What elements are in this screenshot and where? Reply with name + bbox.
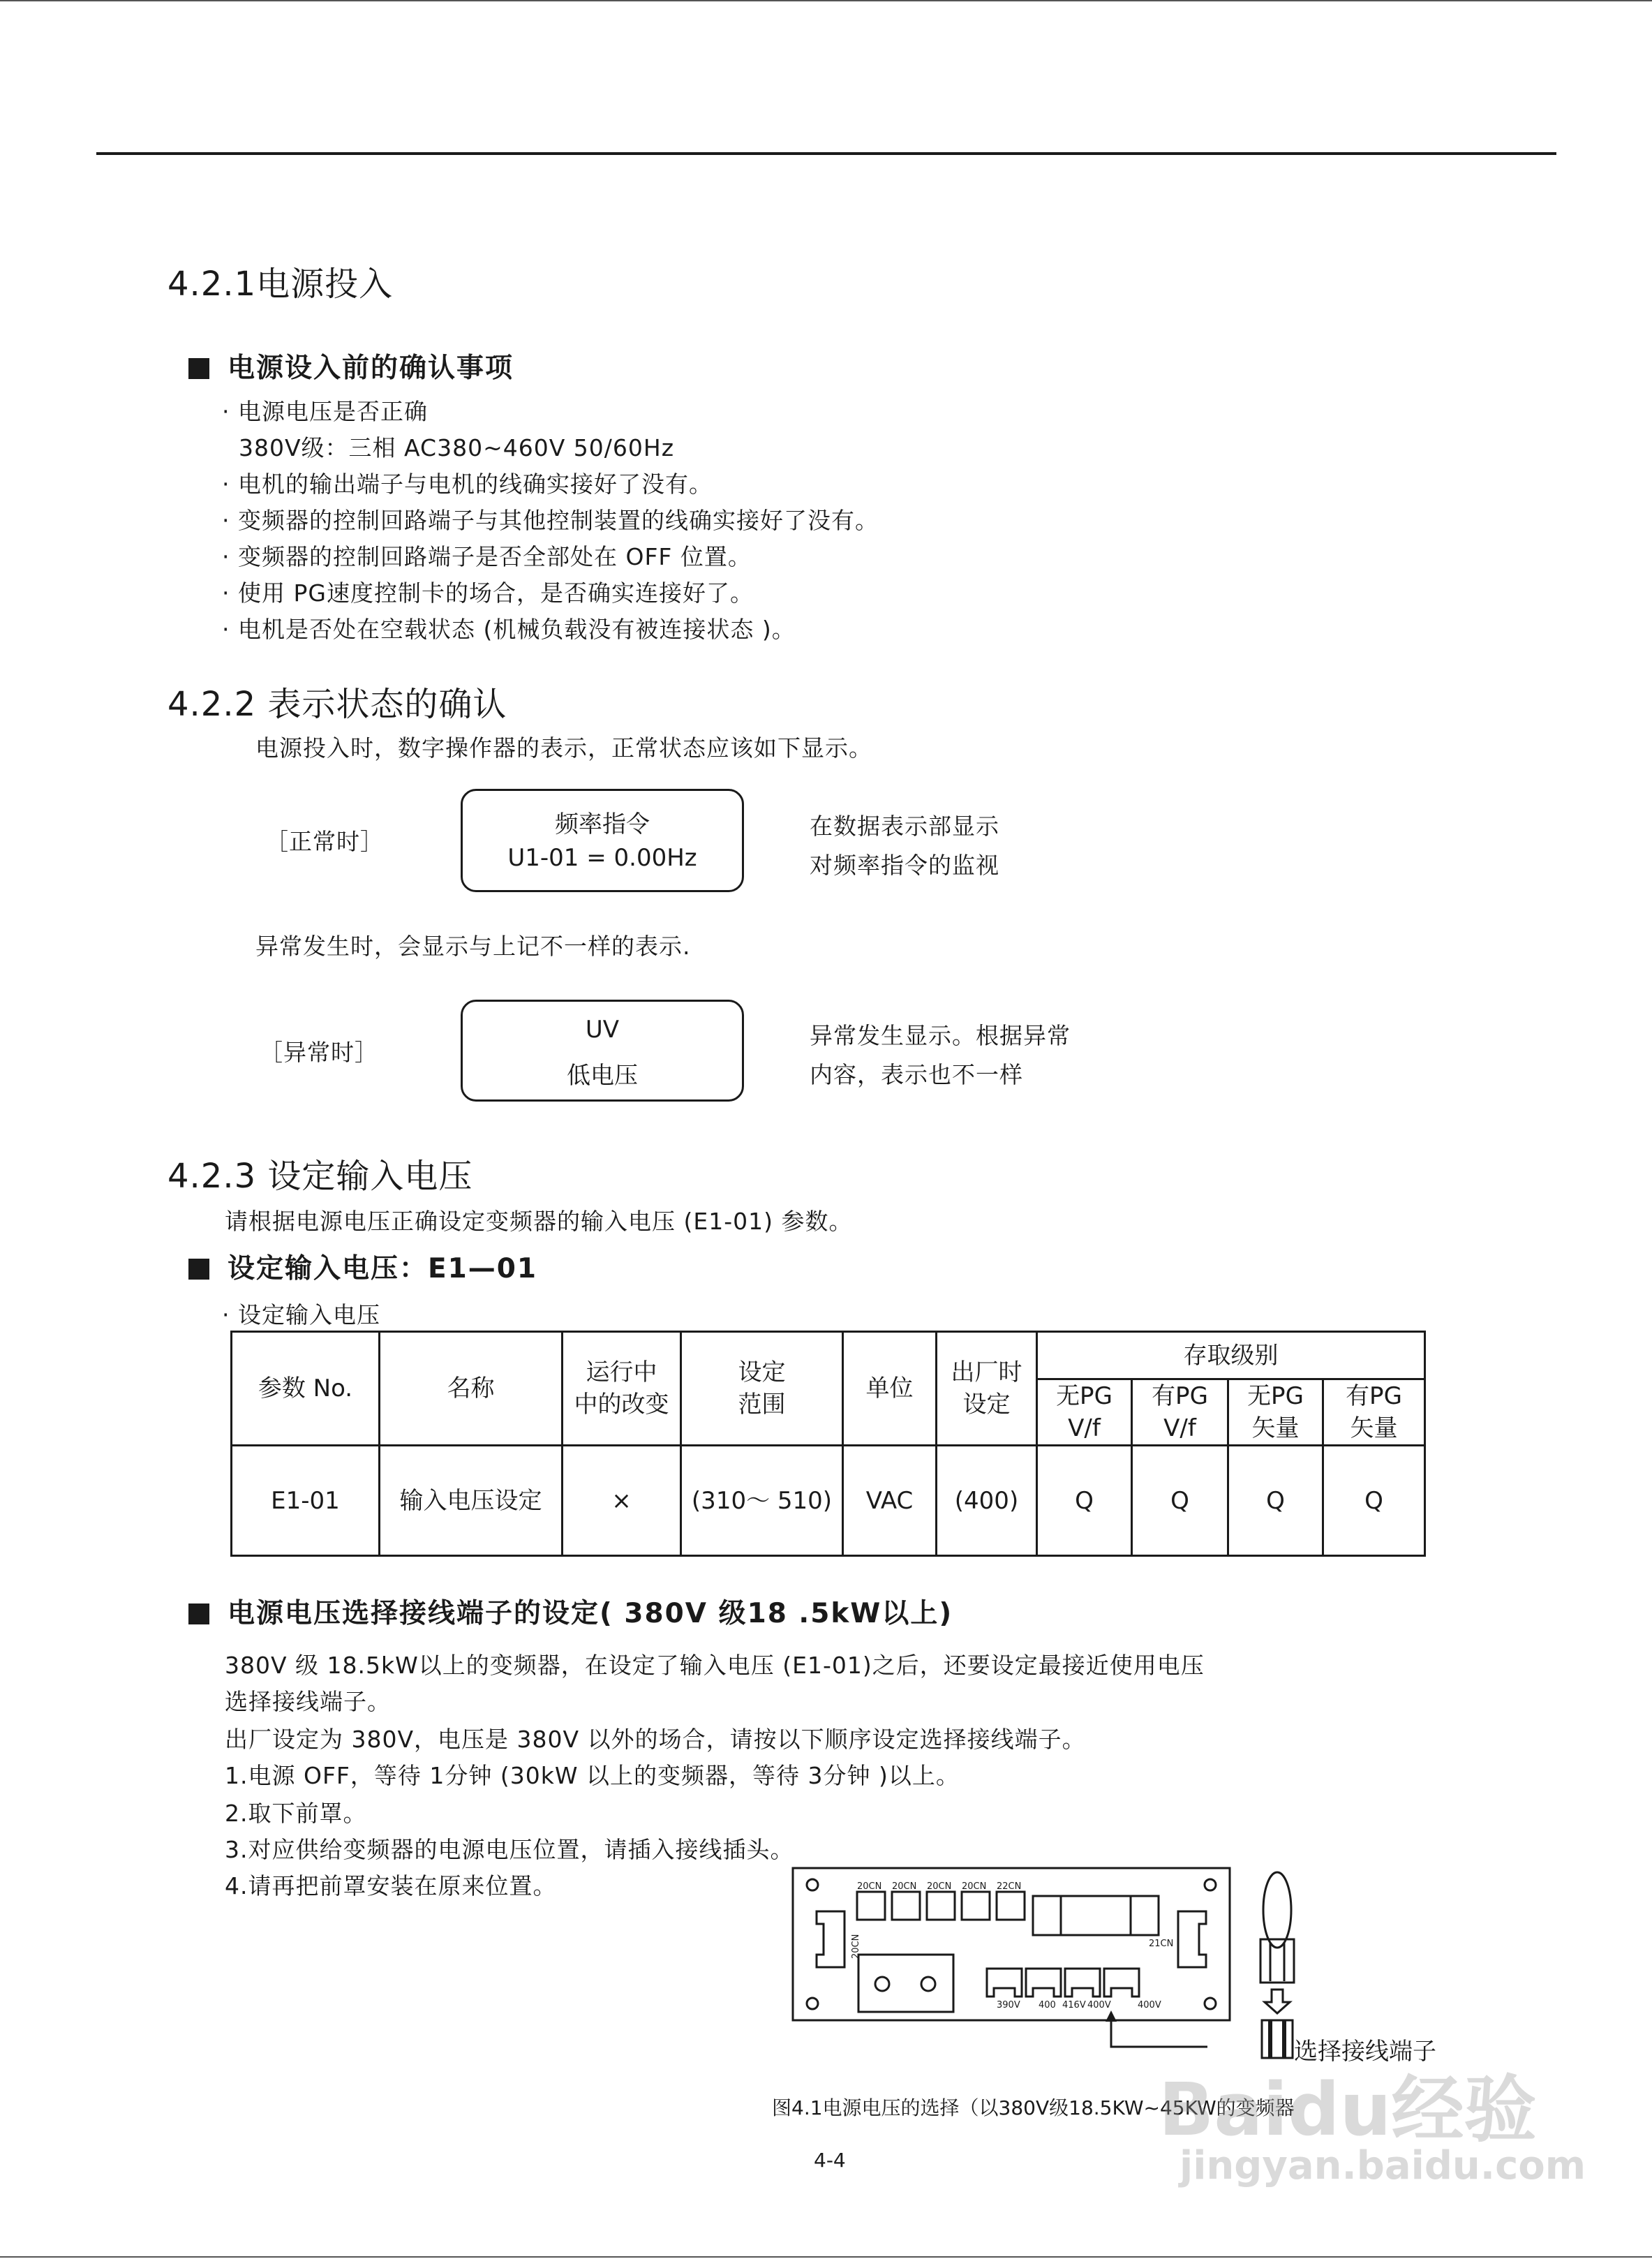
baidu-watermark-logo: Baidu经验 bbox=[1159, 2067, 1537, 2152]
check-item: · 使用 PG速度控制卡的场合，是否确实连接好了。 bbox=[222, 579, 754, 607]
arrow-up-icon bbox=[1106, 2010, 1117, 2022]
header-runtime-change-l2: 中的改变 bbox=[574, 1391, 669, 1419]
top-connector bbox=[892, 1892, 920, 1920]
check-heading bbox=[188, 346, 514, 385]
check-heading-text: 电源设入前的确认事项 bbox=[228, 353, 514, 384]
check-item: · 电源电压是否正确 bbox=[222, 398, 428, 425]
header-sub-1 bbox=[1037, 1379, 1132, 1446]
terminal-step-2: 2.取下前罩。 bbox=[225, 1800, 367, 1827]
selector-connector bbox=[1065, 1969, 1100, 1997]
check-item: · 电机是否处在空载状态 (机械负载没有被连接状态 )。 bbox=[222, 616, 796, 643]
page-number: 4-4 bbox=[814, 2149, 846, 2172]
top-connector-label: 22CN bbox=[997, 1881, 1022, 1892]
terminal-step-4: 4.请再把前罩安装在原来位置。 bbox=[225, 1872, 557, 1899]
top-connector bbox=[857, 1892, 885, 1920]
selector-connector bbox=[1104, 1969, 1139, 1997]
fuse bbox=[1033, 1896, 1159, 1935]
input-voltage-intro: 请根据电源电压正确设定变频器的输入电压 (E1-01) 参数。 bbox=[225, 1208, 853, 1235]
cell-unit: VAC bbox=[843, 1446, 937, 1556]
normal-display-line1: 频率指令 bbox=[555, 810, 650, 838]
check-item: · 电机的输出端子与电机的线确实接好了没有。 bbox=[222, 471, 713, 498]
mounting-hole bbox=[1205, 1879, 1216, 1890]
terminal-step-3: 3.对应供给变频器的电源电压位置，请插入接线插头。 bbox=[225, 1836, 794, 1863]
terminal-para: 选择接线端子。 bbox=[225, 1688, 391, 1715]
terminal-para: 出厂设定为 380V，电压是 380V 以外的场合，请按以下顺序设定选择接线端子。 bbox=[225, 1726, 1086, 1753]
header-sub-2-l1: 有PG bbox=[1152, 1382, 1208, 1410]
header-sub-2 bbox=[1132, 1379, 1228, 1446]
header-range-l2: 范围 bbox=[738, 1391, 786, 1419]
header-access-level: 存取级别 bbox=[1037, 1332, 1425, 1379]
bottom-border-line bbox=[0, 2256, 1652, 2258]
section-title-4-2-2: 4.2.2 表示状态的确认 bbox=[168, 685, 507, 724]
abnormal-display-line1: UV bbox=[585, 1016, 620, 1044]
top-border-line bbox=[0, 0, 1652, 1]
right-connector bbox=[1178, 1911, 1206, 1967]
top-connector bbox=[997, 1892, 1025, 1920]
cell-param-no: E1-01 bbox=[232, 1446, 380, 1556]
header-sub-4-l2: 矢量 bbox=[1350, 1414, 1398, 1442]
square-bullet-icon bbox=[188, 358, 209, 379]
section-title-4-2-1: 4.2.1电源投入 bbox=[168, 265, 394, 304]
selector-connector bbox=[1026, 1969, 1061, 1997]
header-range bbox=[681, 1332, 843, 1446]
header-factory bbox=[937, 1332, 1037, 1446]
side-connector-label: 20CN bbox=[851, 1934, 861, 1959]
parameter-table bbox=[230, 1331, 1426, 1557]
header-runtime-change bbox=[563, 1332, 681, 1446]
left-connector bbox=[817, 1911, 844, 1967]
bottom-label: 400V bbox=[1087, 2000, 1111, 2010]
mounting-hole bbox=[807, 1879, 818, 1890]
normal-display-box bbox=[461, 789, 744, 892]
param-heading-text: 设定输入电压：E1—01 bbox=[228, 1253, 538, 1284]
top-connector-label: 20CN bbox=[962, 1881, 987, 1892]
cell-range: (310～ 510) bbox=[681, 1446, 843, 1556]
header-sub-2-l2: V/f bbox=[1163, 1414, 1196, 1442]
cell-runtime-change: × bbox=[563, 1446, 681, 1556]
abnormal-intro: 异常发生时，会显示与上记不一样的表示. bbox=[255, 933, 691, 960]
abnormal-display-box bbox=[461, 1000, 744, 1102]
normal-note-line2: 对频率指令的监视 bbox=[810, 852, 999, 879]
top-connector-label: 20CN bbox=[892, 1881, 917, 1892]
header-sub-3-l2: 矢量 bbox=[1251, 1414, 1300, 1442]
header-sub-1-l2: V/f bbox=[1068, 1414, 1101, 1442]
header-runtime-change-l1: 运行中 bbox=[586, 1358, 657, 1386]
cell-access-1: Q bbox=[1037, 1446, 1132, 1556]
abnormal-note-line1: 异常发生显示。根据异常 bbox=[810, 1022, 1071, 1049]
terminal-block bbox=[858, 1955, 953, 2012]
header-name: 名称 bbox=[380, 1332, 563, 1446]
table-row bbox=[232, 1446, 1425, 1556]
terminal-para: 380V 级 18.5kW以上的变频器，在设定了输入电压 (E1-01)之后，还要设定最接近使用电压 bbox=[225, 1652, 1205, 1679]
check-item: · 变频器的控制回路端子与其他控制装置的线确实接好了没有。 bbox=[222, 507, 879, 534]
param-heading bbox=[188, 1247, 537, 1286]
normal-note-line1: 在数据表示部显示 bbox=[810, 813, 999, 840]
abnormal-label: ［异常时］ bbox=[260, 1039, 378, 1066]
table-caption: · 设定输入电压 bbox=[222, 1301, 380, 1328]
selector-connector bbox=[987, 1969, 1022, 1997]
baidu-watermark-url: jingyan.baidu.com bbox=[1180, 2143, 1586, 2188]
top-connector bbox=[962, 1892, 990, 1920]
terminal-heading bbox=[188, 1592, 953, 1631]
header-unit: 单位 bbox=[843, 1332, 937, 1446]
figure-caption: 图4.1电源电压的选择（以380V级18.5KW~45KW的变频器 bbox=[772, 2096, 1295, 2119]
abnormal-note-line2: 内容，表示也不一样 bbox=[810, 1061, 1023, 1088]
cell-name: 输入电压设定 bbox=[380, 1446, 563, 1556]
check-item: · 变频器的控制回路端子是否全部处在 OFF 位置。 bbox=[222, 543, 752, 570]
section-title-4-2-3: 4.2.3 设定输入电压 bbox=[168, 1157, 473, 1196]
pointer-line bbox=[1111, 2019, 1207, 2047]
cell-access-3: Q bbox=[1228, 1446, 1323, 1556]
header-range-l1: 设定 bbox=[738, 1358, 786, 1386]
abnormal-display-line2: 低电压 bbox=[567, 1062, 638, 1090]
cell-access-4: Q bbox=[1323, 1446, 1425, 1556]
header-param-no: 参数 No. bbox=[232, 1332, 380, 1446]
header-sub-3-l1: 无PG bbox=[1247, 1382, 1304, 1410]
header-sub-4 bbox=[1323, 1379, 1425, 1446]
terminal-heading-text: 电源电压选择接线端子的设定( 380V 级18 .5kW以上) bbox=[228, 1598, 953, 1629]
down-arrow-icon bbox=[1265, 1990, 1290, 2013]
screw-icon bbox=[921, 1977, 935, 1991]
top-connector bbox=[927, 1892, 955, 1920]
bottom-label: 400V bbox=[1138, 2000, 1161, 2010]
top-connector-label: 20CN bbox=[927, 1881, 952, 1892]
check-item-voltage: 380V级：三相 AC380~460V 50/60Hz bbox=[239, 434, 675, 461]
header-rule bbox=[96, 152, 1556, 155]
square-bullet-icon bbox=[188, 1259, 209, 1280]
top-connector-label: 20CN bbox=[857, 1881, 882, 1892]
header-sub-4-l1: 有PG bbox=[1346, 1382, 1402, 1410]
bottom-label: 400 bbox=[1039, 2000, 1056, 2010]
terminal-step-1: 1.电源 OFF，等待 1分钟 (30kW 以上的变频器，等待 3分钟 )以上。 bbox=[225, 1762, 960, 1789]
jumper-plug bbox=[1260, 1939, 1294, 1983]
terminal-label: 选择接线端子 bbox=[1294, 2038, 1436, 2066]
bottom-label: 416V bbox=[1062, 2000, 1086, 2010]
bottom-label: 390V bbox=[997, 2000, 1020, 2010]
cell-access-2: Q bbox=[1132, 1446, 1228, 1556]
header-sub-3 bbox=[1228, 1379, 1323, 1446]
cell-factory: (400) bbox=[937, 1446, 1037, 1556]
screw-icon bbox=[875, 1977, 889, 1991]
header-sub-1-l1: 无PG bbox=[1056, 1382, 1113, 1410]
normal-display-line2: U1-01 = 0.00Hz bbox=[507, 844, 697, 872]
right-connector-label: 21CN bbox=[1149, 1939, 1174, 1949]
jumper-plug-loop bbox=[1263, 1872, 1291, 1948]
display-intro: 电源投入时，数字操作器的表示，正常状态应该如下显示。 bbox=[255, 734, 872, 762]
mounting-hole bbox=[807, 1998, 818, 2009]
header-factory-l1: 出厂时 bbox=[951, 1358, 1022, 1386]
mounting-hole bbox=[1205, 1998, 1216, 2009]
square-bullet-icon bbox=[188, 1603, 209, 1624]
header-factory-l2: 设定 bbox=[962, 1391, 1011, 1419]
normal-label: ［正常时］ bbox=[265, 828, 384, 855]
